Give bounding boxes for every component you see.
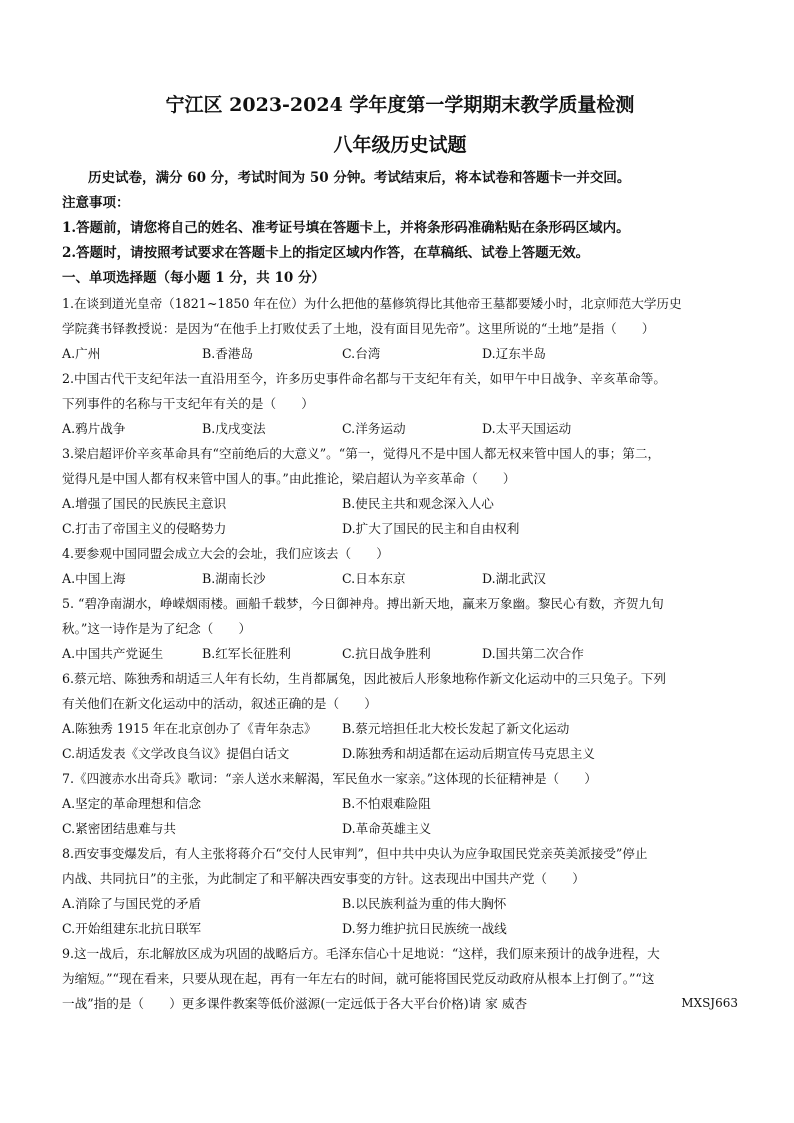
option-a: A.坚定的革命理想和信念 bbox=[62, 796, 202, 811]
exam-subtitle: 八年级历史试题 bbox=[333, 134, 467, 156]
option-a: A.中国上海 bbox=[62, 571, 126, 586]
option-d: D.湖北武汉 bbox=[482, 571, 547, 586]
option-b: B.红军长征胜利 bbox=[202, 646, 291, 661]
options-row bbox=[62, 741, 738, 766]
question-text: 8.西安事变爆发后，有人主张将蒋介石“交付人民审判”，但中共中央认为应争取国民党亲英美派接受”停止 bbox=[62, 846, 648, 861]
option-c: C.抗日战争胜利 bbox=[342, 646, 431, 661]
question-1 bbox=[62, 291, 738, 366]
option-c: C.日本东京 bbox=[342, 571, 406, 586]
option-c: C.打击了帝国主义的侵略势力 bbox=[62, 521, 227, 536]
question-last-line bbox=[62, 991, 738, 1016]
options-row bbox=[62, 491, 738, 516]
options-row bbox=[62, 566, 738, 591]
option-c: C.台湾 bbox=[342, 346, 381, 361]
exam-intro: 历史试卷，满分 60 分，考试时间为 50 分钟。考试结束后，将本试卷和答题卡一并交回。 bbox=[88, 170, 631, 186]
question-8 bbox=[62, 841, 738, 941]
option-b: B.香港岛 bbox=[202, 346, 254, 361]
question-text: 下列事件的名称与干支纪年有关的是（ ） bbox=[62, 396, 314, 411]
option-c: C.开始组建东北抗日联军 bbox=[62, 921, 202, 936]
option-d: D.陈独秀和胡适都在运动后期宣传马克思主义 bbox=[342, 746, 595, 761]
option-b: B.蔡元培担任北大校长发起了新文化运动 bbox=[342, 721, 570, 736]
question-text: 有关他们在新文化运动中的活动，叙述正确的是（ ） bbox=[62, 696, 377, 711]
option-b: B.不怕艰难险阻 bbox=[342, 796, 431, 811]
notes-heading: 注意事项： bbox=[62, 195, 130, 211]
question-text: 9.这一战后，东北解放区成为巩固的战略后方。毛泽东信心十足地说：“这样，我们原来预计的战争进程，大 bbox=[62, 946, 660, 961]
question-text: 内战、共同抗日”的主张，为此制定了和平解决西安事变的方针。这表现出中国共产党（ ） bbox=[62, 871, 585, 886]
question-text: 1.在谈到道光皇帝（1821~1850 年在位）为什么把他的墓修筑得比其他帝王墓都要矮小时，北京师范大学历史 bbox=[62, 296, 682, 311]
question-text: 秋。”这一诗作是为了纪念（ ） bbox=[62, 621, 252, 636]
option-d: D.太平天国运动 bbox=[482, 421, 572, 436]
question-text: 觉得凡是中国人都有权来管中国人的事。”由此推论，梁启超认为辛亥革命（ ） bbox=[62, 471, 516, 486]
question-text: 3.梁启超评价辛亥革命具有“空前绝后的大意义”。“第一，觉得凡不是中国人都无权来管中国人的事；第二， bbox=[62, 446, 661, 461]
question-text: 2.中国古代干支纪年法一直沿用至今，许多历史事件命名都与干支纪年有关，如甲午中日战争、辛亥革命等。 bbox=[62, 371, 666, 386]
option-d: D.国共第二次合作 bbox=[482, 646, 584, 661]
option-c: C.紧密团结患难与共 bbox=[62, 821, 176, 836]
option-c: C.洋务运动 bbox=[342, 421, 406, 436]
option-a: A.中国共产党诞生 bbox=[62, 646, 164, 661]
question-text: 6.蔡元培、陈独秀和胡适三人年有长幼，生肖都属兔，因此被后人形象地称作新文化运动中的三只兔子。下列 bbox=[62, 671, 666, 686]
option-a: A.鸦片战争 bbox=[62, 421, 126, 436]
question-text: 7.《四渡赤水出奇兵》歌词：“亲人送水来解渴，军民鱼水一家亲。”这体现的长征精神是（ ） bbox=[62, 771, 597, 786]
option-d: D.辽东半岛 bbox=[482, 346, 547, 361]
options-row bbox=[62, 341, 738, 366]
options-row bbox=[62, 516, 738, 541]
options-row bbox=[62, 916, 738, 941]
question-4 bbox=[62, 541, 738, 591]
options-row bbox=[62, 641, 738, 666]
question-6 bbox=[62, 666, 738, 766]
option-a: A.增强了国民的民族民主意识 bbox=[62, 496, 227, 511]
question-text: 5. “碧净南湖水，峥嵘烟雨楼。画船千载梦，今日御神舟。搏出新天地，赢来万象幽。黎民心有数，齐贺九旬 bbox=[62, 596, 664, 611]
option-a: A.陈独秀 1915 年在北京创办了《青年杂志》 bbox=[62, 721, 317, 736]
exam-page bbox=[62, 92, 738, 1016]
option-d: D.扩大了国民的民主和自由权利 bbox=[342, 521, 520, 536]
options-row bbox=[62, 791, 738, 816]
note-item-1: 1.答题前，请您将自己的姓名、准考证号填在答题卡上，并将条形码准确粘贴在条形码区域内。 bbox=[62, 220, 630, 236]
option-a: A.消除了与国民党的矛盾 bbox=[62, 896, 202, 911]
options-row bbox=[62, 891, 738, 916]
option-b: B.使民主共和观念深入人心 bbox=[342, 496, 494, 511]
option-c: C.胡适发表《文学改良刍议》提倡白话文 bbox=[62, 746, 290, 761]
question-3 bbox=[62, 441, 738, 541]
options-row bbox=[62, 416, 738, 441]
question-2 bbox=[62, 366, 738, 441]
question-text: 学院龚书铎教授说：是因为“在他手上打败仗丢了土地，没有面目见先帝”。这里所说的“土地”是指（ ） bbox=[62, 321, 655, 336]
options-row bbox=[62, 716, 738, 741]
document-code: MXSJ663 bbox=[681, 996, 738, 1010]
question-5 bbox=[62, 591, 738, 666]
option-d: D.努力维护抗日民族统一战线 bbox=[342, 921, 507, 936]
section-heading: 一、单项选择题（每小题 1 分，共 10 分） bbox=[62, 270, 325, 286]
question-text: 一战”指的是（ ）更多课件教案等低价滋源(一定远低于各大平台价格)请 家 威杏 bbox=[62, 996, 528, 1011]
exam-title: 宁江区 2023-2024 学年度第一学期期末教学质量检测 bbox=[165, 94, 635, 116]
option-b: B.湖南长沙 bbox=[202, 571, 266, 586]
question-9 bbox=[62, 941, 738, 1016]
option-b: B.以民族利益为重的伟大胸怀 bbox=[342, 896, 507, 911]
option-a: A.广州 bbox=[62, 346, 101, 361]
question-text: 4.要参观中国同盟会成立大会的会址，我们应该去（ ） bbox=[62, 546, 389, 561]
option-b: B.戊戌变法 bbox=[202, 421, 266, 436]
question-text: 为缩短。”“现在看来，只要从现在起，再有一年左右的时间，就可能将国民党反动政府从根本上打倒了。”“这 bbox=[62, 971, 655, 986]
option-d: D.革命英雄主义 bbox=[342, 821, 432, 836]
note-item-2: 2.答题时，请按照考试要求在答题卡上的指定区域内作答，在草稿纸、试卷上答题无效。 bbox=[62, 245, 590, 261]
options-row bbox=[62, 816, 738, 841]
question-7 bbox=[62, 766, 738, 841]
